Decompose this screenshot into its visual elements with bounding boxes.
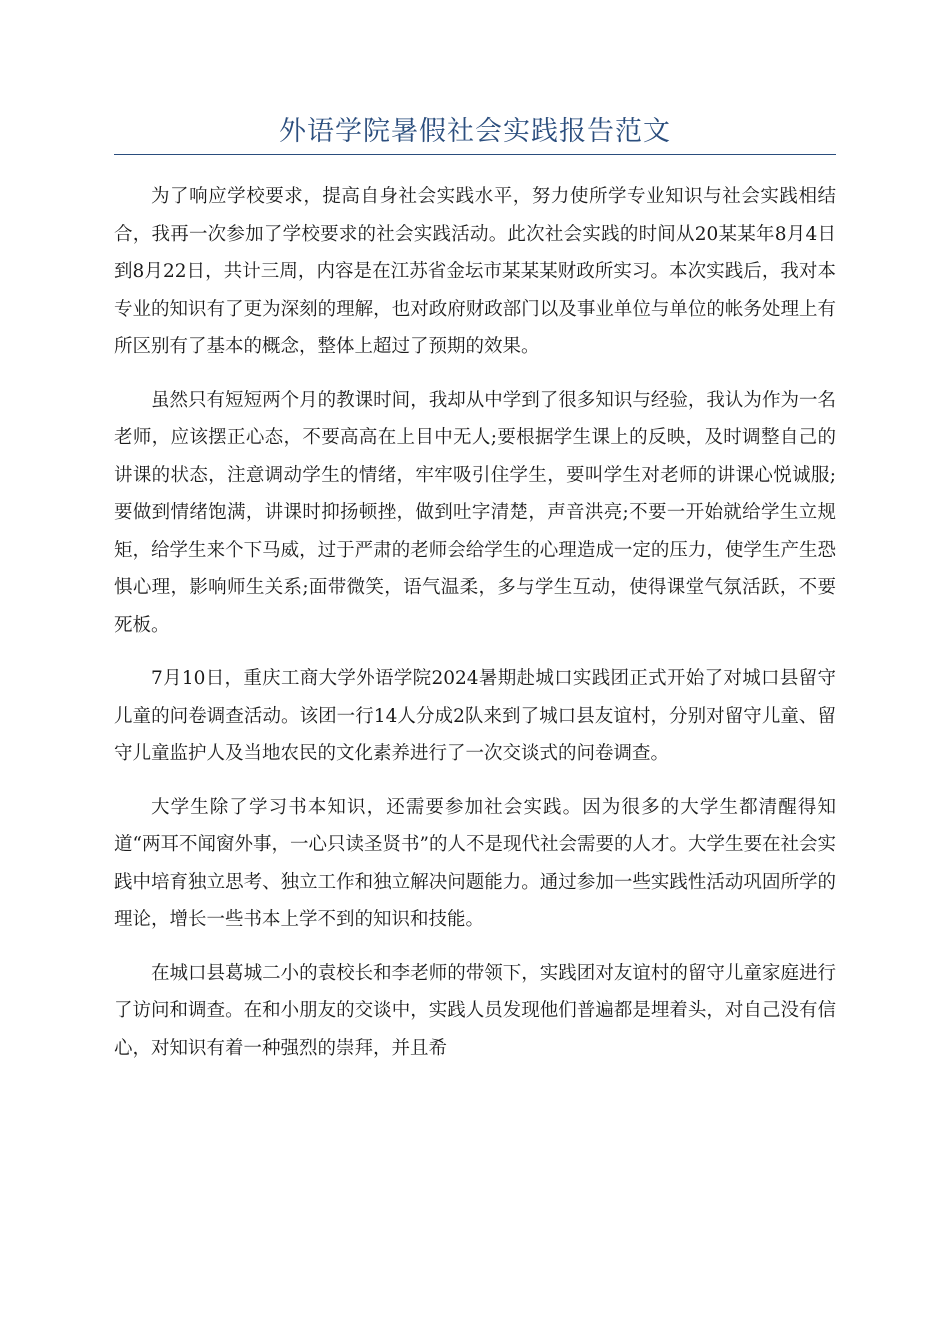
paragraph-1: 为了响应学校要求，提高自身社会实践水平，努力使所学专业知识与社会实践相结合，我再一次参加了学校要求的社会实践活动。此次社会实践的时间从20某某年8月4日到8月22日，共计三周，内容是在江苏省金坛市某某某财政所实习。本次实践后，我对本专业的知识有了更为深刻的理解，也对政府财政部门以及事业单位与单位的帐务处理上有所区别有了基本的概念，整体上超过了预期的效果。 (114, 186, 836, 357)
paragraph-4: 大学生除了学习书本知识，还需要参加社会实践。因为很多的大学生都清醒得知道“两耳不闻窗外事，一心只读圣贤书”的人不是现代社会需要的人才。大学生要在社会实践中培育独立思考、独立工作和独立解决问题能力。通过参加一些实践性活动巩固所学的理论，增长一些书本上学不到的知识和技能。 (114, 796, 836, 930)
paragraph-3: 7月10日，重庆工商大学外语学院2024暑期赴城口实践团正式开始了对城口县留守儿童的问卷调查活动。该团一行14人分成2队来到了城口县友谊村，分别对留守儿童、留守儿童监护人及当地农民的文化素养进行了一次交谈式的问卷调查。 (114, 668, 836, 764)
document-title: 外语学院暑假社会实践报告范文 (279, 116, 671, 147)
paragraph-5: 在城口县葛城二小的袁校长和李老师的带领下，实践团对友谊村的留守儿童家庭进行了访问和调查。在和小朋友的交谈中，实践人员发现他们普遍都是埋着头，对自己没有信心，对知识有着一种强烈的崇拜，并且希 (114, 962, 836, 1059)
paragraph-2: 虽然只有短短两个月的教课时间，我却从中学到了很多知识与经验，我认为作为一名老师，应该摆正心态，不要高高在上目中无人;要根据学生课上的反映，及时调整自己的讲课的状态，注意调动学生的情绪，牢牢吸引住学生，要叫学生对老师的讲课心悦诚服;要做到情绪饱满，讲课时抑扬顿挫，做到吐字清楚，声音洪亮;不要一开始就给学生立规矩，给学生来个下马威，过于严肃的老师会给学生的心理造成一定的压力，使学生产生恐惧心理，影响师生关系;面带微笑，语气温柔，多与学生互动，使得课堂气氛活跃，不要死板。 (114, 389, 836, 636)
title-underline (114, 154, 836, 155)
document-body (114, 178, 836, 1083)
